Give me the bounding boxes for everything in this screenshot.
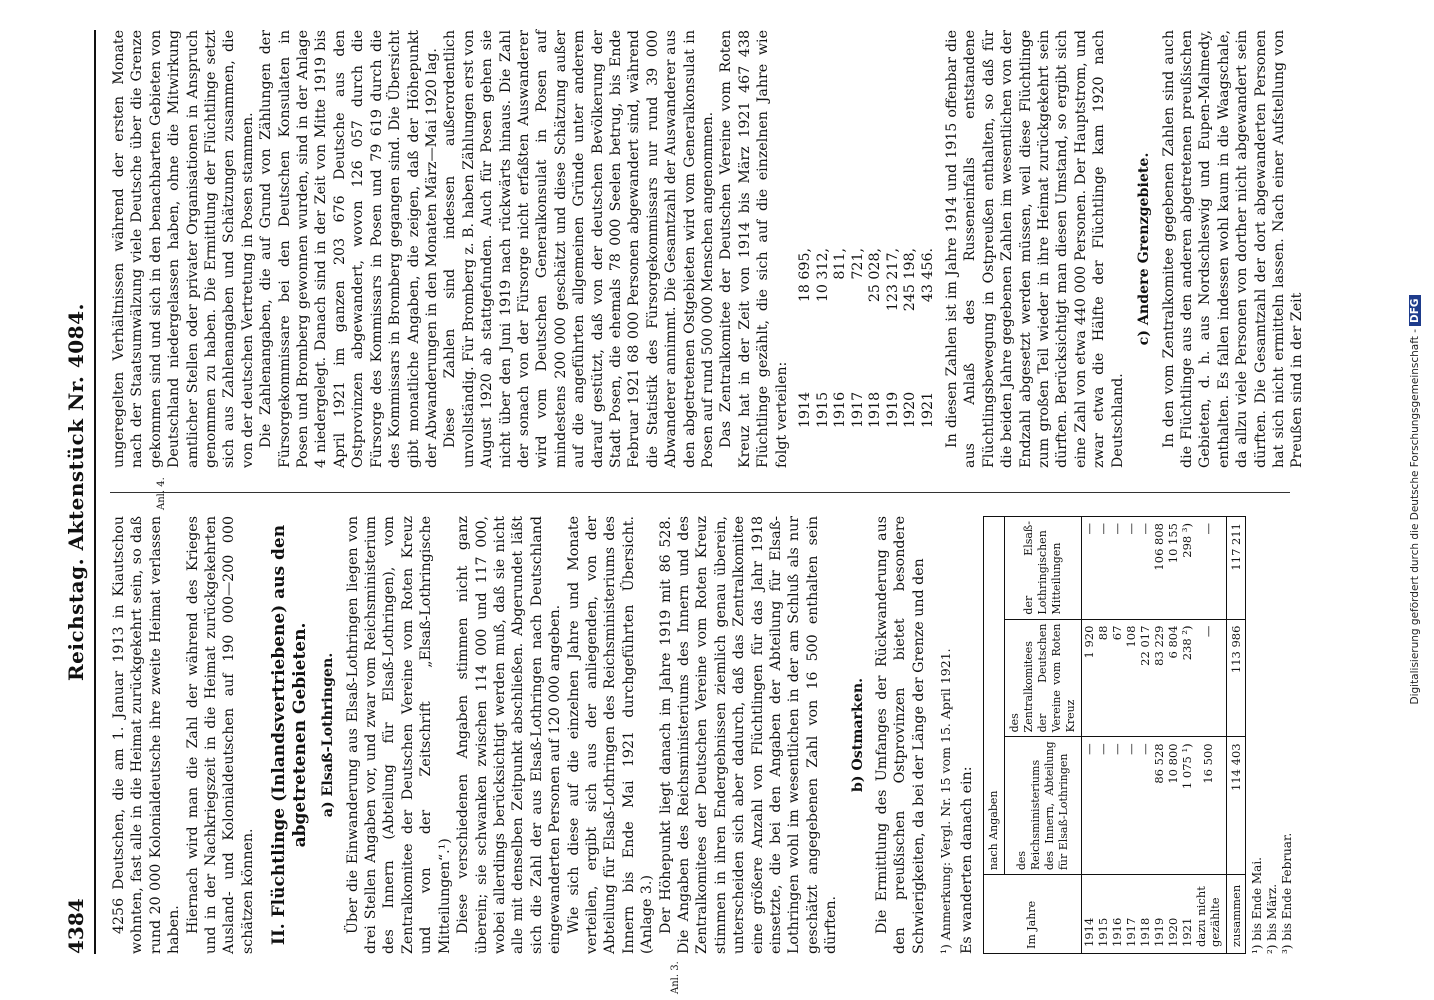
col-header-year: Im Jahre (983, 875, 1081, 954)
paragraph: Die Zahlenangaben, die auf Grund von Zählungen der Fürsorgekommissare bei den Deutschen Konsulaten in Posen und Bromberg gewonnen wurden, sind in der Anlage 4 niedergelegt. Danach sind in der Zeit von Mitte 1919 bis April 1921 im ganzen 203 676 Deutsche aus den Ostprovinzen abgewandert, wovon 126 057 durch die Fürsorge des Kommissars in Posen und 79 619 durch die des Kommissars in Bromberg gegangen sind. Die Übersicht gibt monatliche Angaben, die zeigen, daß der Höhepunkt der Abwanderungen in den Monaten März—Mai 1920 lag. (258, 30, 440, 468)
cell: 88 (1096, 619, 1110, 737)
refugee-table (983, 516, 1246, 954)
year-value: 25 028, (867, 248, 884, 303)
year-value: 123 217, (884, 248, 901, 312)
cell: 1917 (1124, 875, 1138, 954)
year-label: 1915 (814, 391, 831, 428)
cell: 108 (1124, 619, 1138, 737)
left-column (110, 516, 1295, 954)
footnote-annotation: ¹) Anmerkung: Vergl. Nr. 15 vom 15. April 1921. (938, 648, 954, 954)
column-divider (110, 492, 1290, 493)
paragraph: Der Höhepunkt liegt danach im Jahre 1919 mit 86 528. Die Angaben des Reichsministeriums des Innern und des Zentralkomitees der Deutschen Vereine vom Roten Kreuz stimmen in ihren Endergebnissen ziemlich genau überein, unterscheiden sich aber dadurch, daß das Zentralkomitee eine größere Anzahl von Flüchtlingen für das Jahr 1918 einsetzte, die bei den Angaben der Abteilung für Elsaß-Lothringen wohl im wesentlichen in der am Schluß als nur geschätzt angegebenen Zahl von 16 500 enthalten sein dürften. (657, 516, 840, 954)
paragraph: Hiernach wird man die Zahl der während des Krieges und in der Nachkriegszeit in die Heimat zurückgekehrten Ausland- und Kolonialdeutschen auf 190 000—200 000 schätzen können. (184, 516, 256, 954)
section-heading: II. Flüchtlinge (Inlandsvertriebene) aus den abgetretenen Gebieten. (269, 524, 311, 946)
cell: 114 403 (1226, 737, 1245, 875)
footnote: ¹) bis Ende Mai. (1249, 857, 1264, 954)
cell: 22 017 (1138, 619, 1152, 737)
year-value: 721, (849, 248, 866, 280)
cell: 1920 (1166, 875, 1180, 954)
cell: 1919 (1152, 875, 1166, 954)
year-label: 1918 (867, 391, 884, 428)
right-column (110, 30, 1307, 468)
cell: 106 808 (1152, 517, 1166, 620)
year-label: 1914 (797, 391, 814, 428)
cell: 1918 (1138, 875, 1152, 954)
table-row (1166, 517, 1180, 954)
cell: 83 229 (1152, 619, 1166, 737)
cell: 10 155 (1166, 517, 1180, 620)
cell: — (1096, 737, 1110, 875)
cell: — (1194, 619, 1227, 737)
table-row-uncounted (1194, 517, 1227, 954)
year-value: 18 695, (797, 248, 814, 303)
table-row-total (1226, 517, 1245, 954)
cell: 238 ²) (1180, 619, 1194, 737)
margin-note: Anl. 4. (156, 477, 167, 510)
year-label: 1921 (919, 391, 936, 428)
cell: — (1138, 737, 1152, 875)
cell: 86 528 (1152, 737, 1166, 875)
year-list (797, 30, 937, 428)
cell: 1916 (1110, 875, 1124, 954)
cell: 1 920 (1081, 619, 1096, 737)
paragraph: Die Ermittlung des Umfanges der Rückwanderung aus den preußischen Ostprovinzen bietet besondere Schwierigkeiten, da bei der Länge der Grenze und den (874, 516, 927, 954)
cell: 117 211 (1226, 517, 1245, 620)
page-number: 4384 (64, 898, 88, 954)
paragraph: 4256 Deutschen, die am 1. Januar 1913 in Kiautschou wohnten, fast alle in die Heimat zurückgekehrt sein, so daß rund 20 000 Kolonialdeutsche ihre zweite Heimat verlassen haben. (111, 516, 183, 954)
year-value: 245 198, (902, 248, 919, 312)
dfg-logo: DFG (1409, 295, 1421, 326)
cell: dazu nicht gezählte (1194, 875, 1227, 954)
footnote: ³) bis Ende Februar. (1279, 832, 1294, 954)
cell: — (1096, 517, 1110, 620)
cell: — (1138, 517, 1152, 620)
year-label: 1919 (884, 391, 901, 428)
col-header-red-cross: des Zentralkomitees der Deutschen Vereine vom Roten Kreuz (1004, 619, 1081, 737)
paragraph: Über die Einwanderung aus Elsaß-Lothringen liegen von drei Stellen Angaben vor, und zwar vom Reichsministerium des Innern (Abteilung für Elsaß-Lothringen), vom Zentralkomitee der Deutschen Vereine vom Roten Kreuz und von der Zeitschrift „Elsaß-Lothringische Mitteilungen“.¹) (344, 516, 453, 954)
subsection-heading: b) Ostmarken. (849, 677, 866, 793)
table-footnotes (1250, 516, 1295, 954)
cell: 6 804 (1166, 619, 1180, 737)
cell: — (1110, 517, 1124, 620)
col-header-journal: der Elsaß-Lothringischen Mitteilungen (1004, 517, 1081, 620)
subsection-heading: c) Andere Grenzgebiete. (1136, 152, 1153, 346)
paragraph: Das Zentralkomitee der Deutschen Vereine vom Roten Kreuz hat in der Zeit von 1914 bis März 1921 467 438 Flüchtlinge gezählt, die sich auf die einzelnen Jahre wie folgt verteilen: (718, 30, 790, 468)
digitization-credit (1409, 0, 1423, 1000)
year-value: 43 456. (919, 248, 936, 303)
cell: — (1081, 737, 1096, 875)
cell: 16 500 (1194, 737, 1227, 875)
page-title: Reichstag. Aktenstück Nr. 4084. (64, 303, 88, 681)
table-row (1081, 517, 1096, 954)
cell: 1921 (1180, 875, 1194, 954)
cell: 10 800 (1166, 737, 1180, 875)
table-intro: Es wanderten danach ein: (959, 766, 976, 954)
year-label: 1916 (832, 391, 849, 428)
cell: — (1124, 517, 1138, 620)
paragraph: In den vom Zentralkomitee gegebenen Zahlen sind auch die Flüchtlinge aus den anderen abgetretenen preußischen Gebieten, d. h. aus Nordschleswig und Eupen-Malmedy, enthalten. Es fallen indessen wohl kaum in die Waagschale, da allzu viele Personen von dorther nicht abgewandert sein dürften. Die Gesamtzahl der dort abgewanderten Personen hat sich nicht ermitteln lassen. Nach einer Aufstellung von Preußen sind in der Zeit (1160, 30, 1306, 468)
cell: zusammen (1226, 875, 1245, 954)
table-row (1110, 517, 1124, 954)
paragraph: Wie sich diese auf die einzelnen Jahre und Monate verteilen, ergibt sich aus der anliegenden, von der Abteilung für Elsaß-Lothringen des Reichsministeriums des Innern bis Ende Mai 1921 durchgeführten Übersicht. (Anlage 3.) (565, 516, 656, 954)
credit-text: Digitalisierung gefördert durch die Deutsche Forschungsgemeinschaft - (1409, 329, 1421, 705)
cell: 113 986 (1226, 619, 1245, 737)
margin-note: Anl. 3. (670, 961, 681, 994)
cell: 298 ³) (1180, 517, 1194, 620)
cell: 1915 (1096, 875, 1110, 954)
table-row (1138, 517, 1152, 954)
col-header-ministry: des Reichsministeriums des Innern, Abteilung für Elsaß-Lothringen (1004, 737, 1081, 875)
cell: 1 075 ¹) (1180, 737, 1194, 875)
subsection-heading: a) Elsaß-Lothringen. (320, 652, 337, 818)
paragraph: In diesen Zahlen ist im Jahre 1914 und 1915 offenbar die aus Anlaß des Russeneinfalls entstandene Flüchtlingsbewegung in Ostpreußen enthalten, so daß für die beiden Jahre gegebenen Zahlen im wesentlichen von der Endzahl abgesetzt werden müssen, weil diese Flüchtlinge zum großen Teil wieder in ihre Heimat zurückgekehrt sein dürften. Berücksichtigt man diesen Umstand, so ergibt sich eine Zahl von etwa 440 000 Personen. Der Hauptstrom, und zwar etwa die Hälfte der Flüchtlinge kam 1920 nach Deutschland. (944, 30, 1126, 468)
paragraph: Diese verschiedenen Angaben stimmen nicht ganz überein; sie schwanken zwischen 114 000 und 117 000, wobei allerdings berücksichtigt werden muß, daß sie nicht alle mit denselben Zeitpunkt abschließen. Abgerundet läßt sich die Zahl der aus Elsaß-Lothringen nach Deutschland eingewanderten Personen auf 120 000 angeben. (455, 516, 564, 954)
paragraph: ungeregelten Verhältnissen während der ersten Monate nach der Staatsumwälzung viele Deutsche über die Grenze gekommen sind und sich in den benachbarten Gebieten von Deutschland niedergelassen haben, ohne die Mitwirkung amtlicher Stellen oder privater Organisationen in Anspruch genommen zu haben. Die Ermittlung der Flüchtlinge setzt sich aus Zahlenangaben und Schätzungen zusammen, die von der deutschen Vertretung in Posen stammen. (111, 30, 256, 468)
document-page (54, 30, 1306, 994)
page-header (54, 30, 96, 954)
cell: 1914 (1081, 875, 1096, 954)
table-row (1124, 517, 1138, 954)
cell: — (1081, 517, 1096, 620)
table-row (1152, 517, 1166, 954)
cell: — (1124, 737, 1138, 875)
cell: — (1110, 737, 1124, 875)
text-columns (110, 30, 1306, 994)
footnote: ²) bis März. (1264, 883, 1279, 954)
cell: — (1194, 517, 1227, 620)
table-row (1180, 517, 1194, 954)
year-label: 1920 (902, 391, 919, 428)
table-row (1096, 517, 1110, 954)
year-label: 1917 (849, 391, 866, 428)
cell: 67 (1110, 619, 1124, 737)
year-value: 811, (832, 248, 849, 280)
col-header-group: nach Angaben (983, 517, 1004, 875)
year-value: 10 312, (814, 248, 831, 303)
paragraph: Diese Zahlen sind indessen außerordentlich unvollständig. Für Bromberg z. B. haben Zählungen erst von August 1920 ab stattgefunden. Auch für Posen gehen sie nicht über den Juni 1919 nach rückwärts hinaus. Die Zahl der sonach von der Fürsorge nicht erfaßten Auswanderer wird vom Deutschen Generalkonsulat in Posen auf mindestens 200 000 geschätzt und diese Schätzung außer auf die angeführten allgemeinen Gründe unter anderem darauf gestützt, daß von der deutschen Bevölkerung der Stadt Posen, die ehemals 78 000 Seelen betrug, bis Ende Februar 1921 68 000 Personen abgewandert sind, während die Statistik des Fürsorgekommissars nur rund 39 000 Abwanderer annimmt. Die Gesamtzahl der Auswanderer aus den abgetretenen Ostgebieten wird vom Generalkonsulat in Posen auf rund 500 000 Menschen angenommen. (442, 30, 716, 468)
